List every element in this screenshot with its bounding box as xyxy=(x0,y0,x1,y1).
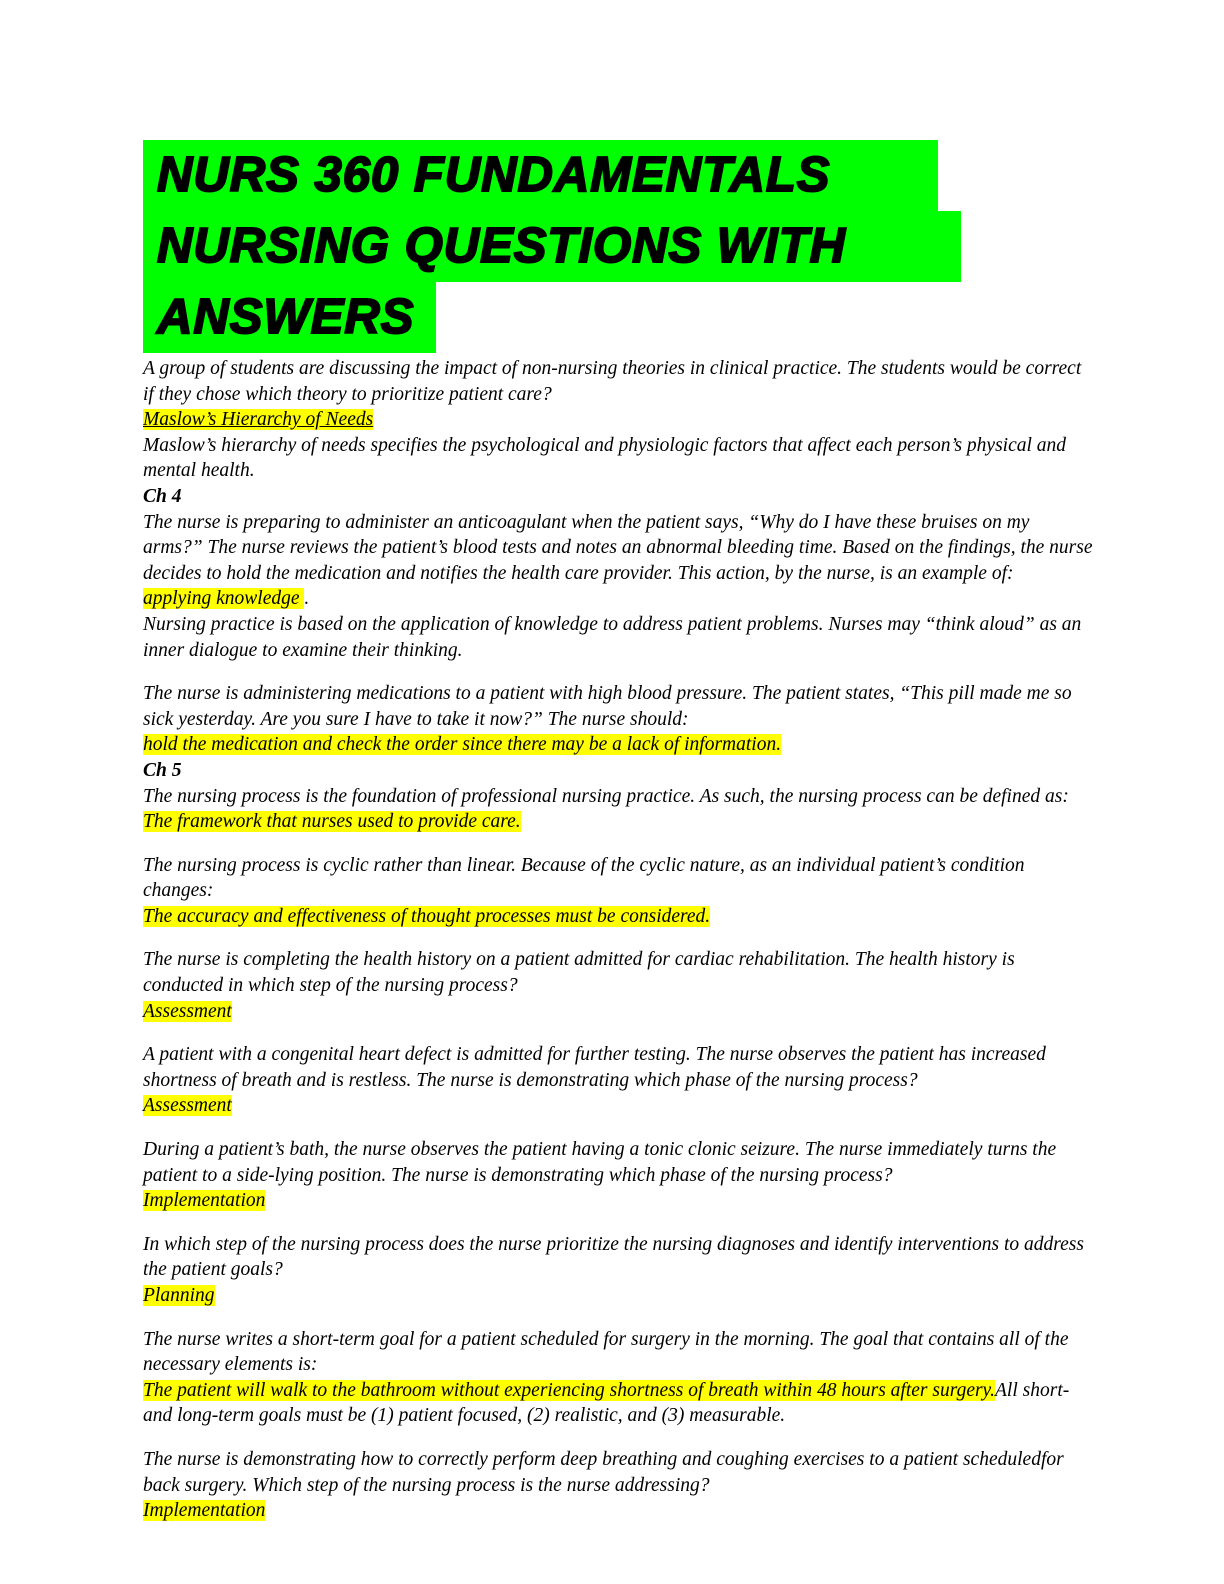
paragraph-spacer xyxy=(143,835,1093,853)
answer-paragraph xyxy=(143,1378,1093,1429)
answer-paragraph xyxy=(143,407,1093,433)
paragraph-spacer xyxy=(143,1119,1093,1137)
question-paragraph: The nurse is administering medications to a patient with high blood pressure. The patient states, “This pill made me so sick yesterday. Are you sure I have to take it now?” The nurse should: xyxy=(143,683,1072,730)
question-paragraph: A patient with a congenital heart defect is admitted for further testing. The nurse observes the patient has increased shortness of breath and is restless. The nurse is demonstrating which phase of the nursing process? xyxy=(143,1044,1046,1091)
answer-highlight: hold the medication and check the order since there may be a lack of information. xyxy=(143,734,782,756)
paragraph-spacer xyxy=(143,1214,1093,1232)
paragraph-spacer xyxy=(143,1309,1093,1327)
question-paragraph: During a patient’s bath, the nurse observes the patient having a tonic clonic seizure. The nurse immediately turns the patient to a side-lying position. The nurse is demonstrating which phase of the nursing process? xyxy=(143,1139,1057,1186)
answer-paragraph xyxy=(143,1498,1093,1524)
paragraph-spacer xyxy=(143,663,1093,681)
document-title xyxy=(143,140,1094,353)
paragraph-spacer xyxy=(143,1429,1093,1447)
answer-paragraph xyxy=(143,1188,1093,1214)
answer-highlight: Implementation xyxy=(143,1190,266,1212)
answer-suffix: All short- and long-term goals must be (1) patient focused, (2) realistic, and (3) measurable. xyxy=(143,1379,1070,1427)
paragraph-spacer xyxy=(143,1024,1093,1042)
answer-highlight: Assessment xyxy=(143,1000,232,1022)
question-paragraph: The nursing process is the foundation of professional nursing practice. As such, the nursing process can be defined as: xyxy=(143,785,1069,807)
answer-paragraph xyxy=(143,904,1093,930)
answer-paragraph xyxy=(143,586,1093,612)
answer-paragraph xyxy=(143,1283,1093,1309)
answer-highlight: applying knowledge xyxy=(143,588,305,610)
rationale-paragraph: Nursing practice is based on the application of knowledge to address patient problems. Nurses may “think aloud” as an inner dialogue to examine their thinking. xyxy=(143,613,1082,661)
answer-highlight: The patient will walk to the bathroom without experiencing shortness of breath within 48 hours after surgery. xyxy=(143,1379,996,1401)
question-paragraph: The nurse is demonstrating how to correctly perform deep breathing and coughing exercises to a patient scheduledfor back surgery. Which step of the nursing process is the nurse addressing? xyxy=(143,1448,1064,1496)
document-body xyxy=(143,356,1093,1524)
title-line-3: ANSWERS xyxy=(143,282,436,353)
answer-paragraph xyxy=(143,809,1093,835)
chapter-paragraph: Ch 4 xyxy=(143,485,182,507)
answer-highlight: Planning xyxy=(143,1285,215,1306)
answer-highlight: Maslow’s Hierarchy of Needs xyxy=(143,409,374,431)
answer-suffix: . xyxy=(304,588,310,610)
answer-paragraph xyxy=(143,732,1093,758)
question-paragraph: A group of students are discussing the impact of non-nursing theories in clinical practice. The students would be correct if they chose which theory to prioritize patient care? xyxy=(143,358,1082,405)
answer-highlight: The framework that nurses used to provide care. xyxy=(143,811,521,833)
question-paragraph: The nurse writes a short-term goal for a patient scheduled for surgery in the morning. The goal that contains all of the necessary elements is: xyxy=(143,1328,1069,1376)
chapter-paragraph: Ch 5 xyxy=(143,759,182,781)
answer-paragraph xyxy=(143,1093,1093,1119)
answer-highlight: Assessment xyxy=(143,1095,232,1117)
title-line-2: NURSING QUESTIONS WITH xyxy=(143,211,961,282)
question-paragraph: The nurse is preparing to administer an anticoagulant when the patient says, “Why do I have these bruises on my arms?” The nurse reviews the patient’s blood tests and notes an abnormal bleeding time. Based on the findings, the nurse decides to hold the medication and notifies the health care provider. This action, by the nurse, is an example of: xyxy=(143,511,1093,584)
question-paragraph: In which step of the nursing process does the nurse prioritize the nursing diagnoses and identify interventions to address the patient goals? xyxy=(143,1233,1084,1281)
answer-highlight: The accuracy and effectiveness of thought processes must be considered. xyxy=(143,905,711,927)
paragraph-spacer xyxy=(143,929,1093,947)
answer-highlight: Implementation xyxy=(143,1500,266,1522)
question-paragraph: The nursing process is cyclic rather than linear. Because of the cyclic nature, as an individual patient’s condition changes: xyxy=(143,854,1025,902)
title-line-1: NURS 360 FUNDAMENTALS xyxy=(143,140,938,211)
answer-paragraph xyxy=(143,999,1093,1025)
question-paragraph: The nurse is completing the health history on a patient admitted for cardiac rehabilitation. The health history is conducted in which step of the nursing process? xyxy=(143,949,1015,997)
rationale-paragraph: Maslow’s hierarchy of needs specifies the psychological and physiologic factors that affect each person’s physical and mental health. xyxy=(143,434,1067,482)
